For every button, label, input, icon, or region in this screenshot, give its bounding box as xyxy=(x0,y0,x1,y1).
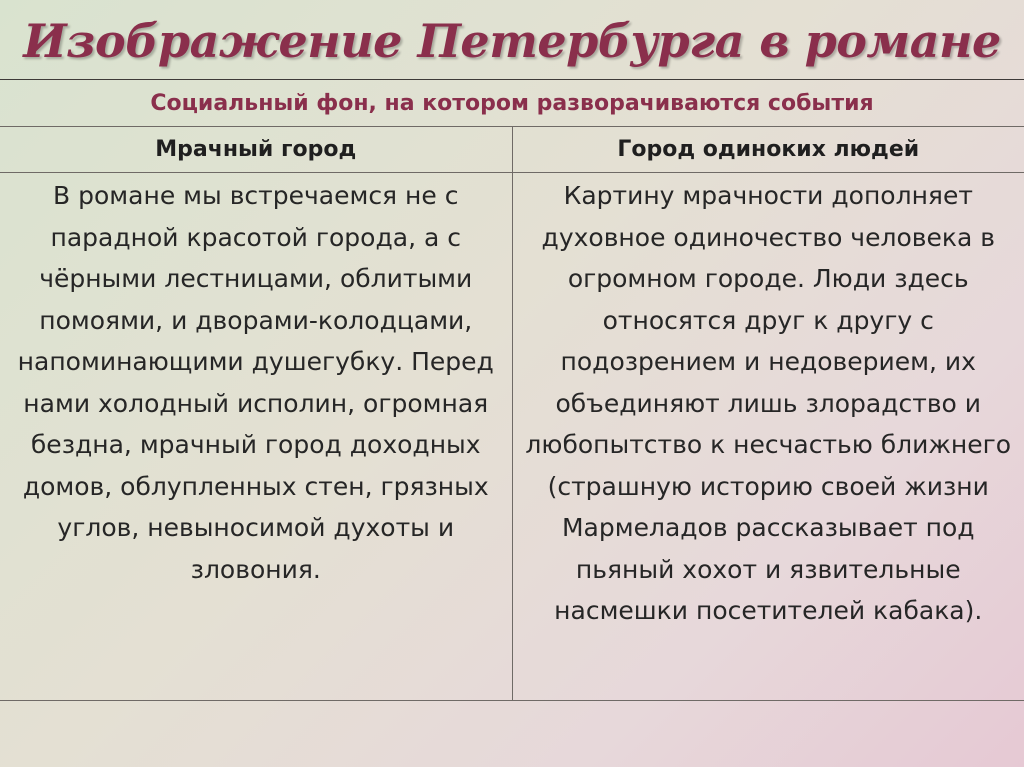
slide-title: Изображение Петербурга в романе xyxy=(23,14,1001,68)
content-table xyxy=(0,79,1024,701)
header-row xyxy=(0,127,1024,173)
table-subtitle: Социальный фон, на котором разворачиваются события xyxy=(0,80,1024,127)
column-text-lonely-city: Картину мрачности дополняет духовное одиночество человека в огромном городе. Люди здесь относятся друг к другу с подозрением и недоверием, их объединяют лишь злорадство и любопытство к несчастью ближнего (страшную историю своей жизни Мармеладов рассказывает под пьяный хохот и язвительные насмешки посетителей кабака). xyxy=(512,173,1024,701)
content-row xyxy=(0,173,1024,701)
column-text-gloomy-city: В романе мы встречаемся не с парадной красотой города, а с чёрными лестницами, облитыми помоями, и дворами-колодцами, напоминающими душегубку. Перед нами холодный исполин, огромная бездна, мрачный город доходных домов, облупленных стен, грязных углов, невыносимой духоты и зловония. xyxy=(0,173,512,701)
column-header-lonely-city: Город одиноких людей xyxy=(512,127,1024,173)
subtitle-row xyxy=(0,80,1024,127)
column-header-gloomy-city: Мрачный город xyxy=(0,127,512,173)
